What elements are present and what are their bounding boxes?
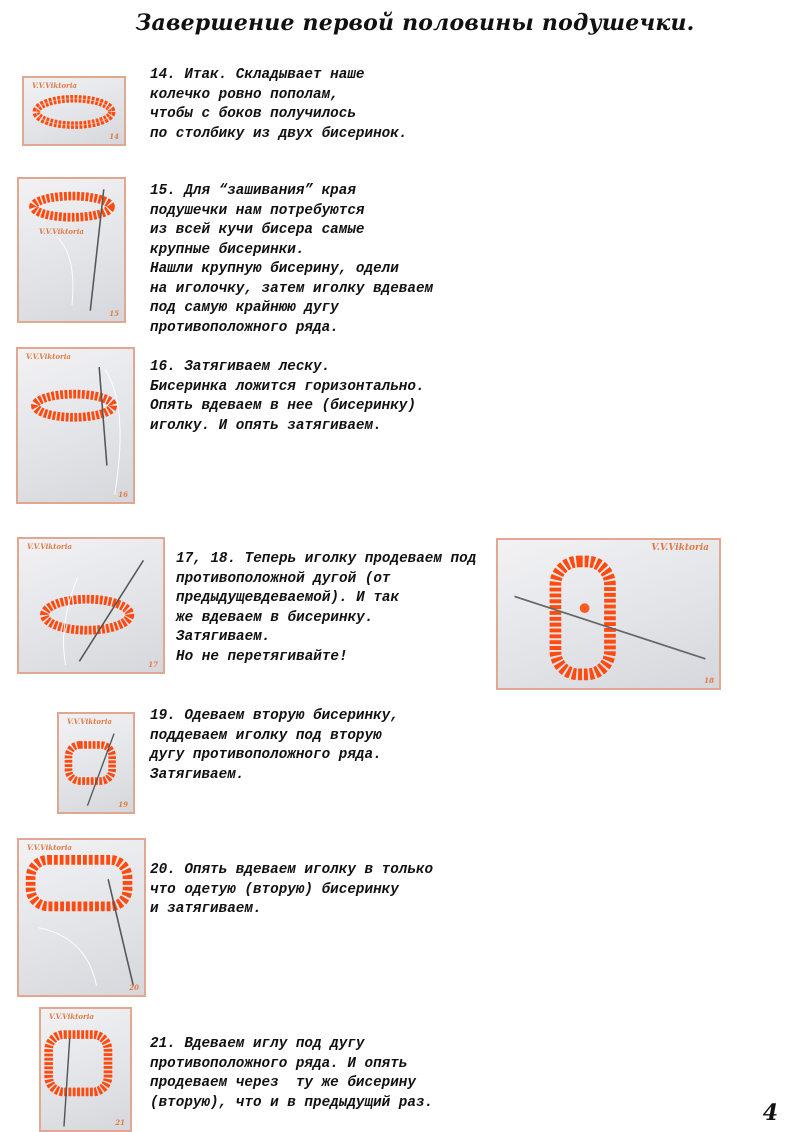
step-19-text: 19. Одеваем вторую бисеринку, поддеваем иголку под вторую дугу противоположного ряда. Затягиваем. bbox=[150, 708, 399, 783]
page-number: 4 bbox=[762, 1100, 778, 1126]
watermark: V.V.Viktoria bbox=[32, 81, 77, 90]
photo-number: 14 bbox=[109, 132, 119, 141]
beaded-ring-needle-illustration bbox=[41, 1009, 130, 1130]
watermark: V.V.Viktoria bbox=[651, 543, 709, 553]
watermark: V.V.Viktoria bbox=[39, 227, 84, 236]
beaded-ring-needle-illustration bbox=[59, 714, 133, 812]
beaded-ring-needle-illustration bbox=[19, 539, 163, 672]
step-20-text: 20. Опять вдеваем иголку в только что одетую (вторую) бисеринку и затягиваем. bbox=[150, 862, 434, 917]
beaded-ring-needle-illustration bbox=[498, 540, 719, 688]
watermark: V.V.Viktoria bbox=[49, 1012, 94, 1021]
step-19-photo bbox=[57, 712, 135, 814]
photo-number: 19 bbox=[118, 800, 128, 809]
beaded-ring-needle-illustration bbox=[18, 349, 133, 502]
photo-number: 20 bbox=[129, 983, 139, 992]
watermark: V.V.Viktoria bbox=[26, 352, 71, 361]
watermark: V.V.Viktoria bbox=[67, 717, 112, 726]
step-21-text: 21. Вдеваем иглу под дугу противоположного ряда. И опять продеваем через ту же бисерину (вторую), что и в предыдущий раз. bbox=[150, 1036, 434, 1111]
page-title: Завершение первой половины подушечки. bbox=[135, 10, 695, 36]
photo-number: 18 bbox=[704, 676, 714, 685]
step-14-text: 14. Итак. Складывает наше колечко ровно пополам, чтобы с боков получилось по столбику из двух бисеринок. bbox=[150, 67, 408, 142]
step-15-photo bbox=[17, 177, 126, 323]
step-21-photo bbox=[39, 1007, 132, 1132]
step-18-photo bbox=[496, 538, 721, 690]
photo-number: 16 bbox=[118, 490, 128, 499]
step-17-18-text: 17, 18. Теперь иголку продеваем под противоположной дугой (от предыдущевдеваемой). И так же вдеваем в бисеринку. Затягиваем. Но не перетягивайте! bbox=[176, 551, 477, 665]
photo-number: 17 bbox=[148, 660, 158, 669]
step-20-photo bbox=[17, 838, 146, 997]
step-15-text: 15. Для “зашивания” края подушечки нам потребуются из всей кучи бисера самые крупные бисеринки. Нашли крупную бисерину, одели на иголочку, затем иголку вдеваем под самую крайнюю дугу противоположного ряда. bbox=[150, 183, 434, 336]
watermark: V.V.Viktoria bbox=[27, 843, 72, 852]
beaded-ring-needle-illustration bbox=[19, 179, 124, 321]
photo-number: 15 bbox=[109, 309, 119, 318]
watermark: V.V.Viktoria bbox=[27, 542, 72, 551]
step-16-text: 16. Затягиваем леску. Бисеринка ложится горизонтально. Опять вдеваем в нее (бисеринку) иголку. И опять затягиваем. bbox=[150, 359, 425, 434]
beaded-ring-needle-illustration bbox=[19, 840, 144, 995]
step-17-photo bbox=[17, 537, 165, 674]
photo-number: 21 bbox=[115, 1118, 125, 1127]
step-14-photo bbox=[22, 76, 126, 146]
step-16-photo bbox=[16, 347, 135, 504]
